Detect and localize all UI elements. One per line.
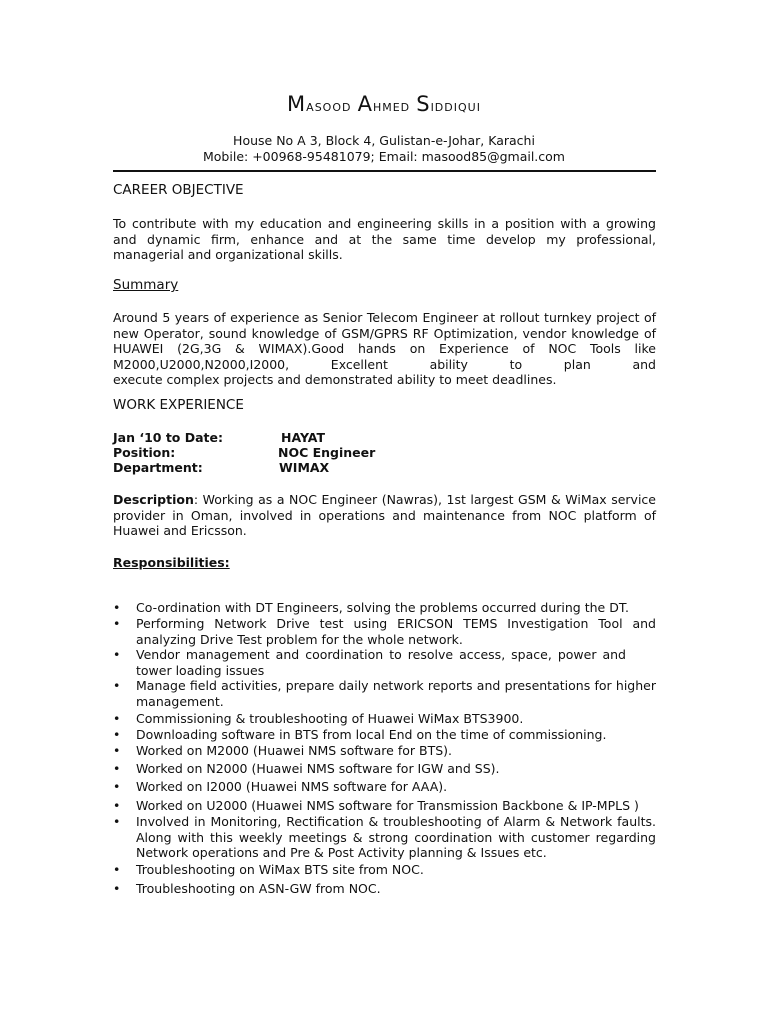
list-item-text: Vendor management and coordination to resolve access, space, power and tower loading issues: [136, 647, 626, 678]
list-item-text: Worked on M2000 (Huawei NMS software for BTS).: [136, 743, 452, 758]
name-initial: M: [287, 92, 307, 116]
bullet: •: [113, 881, 121, 896]
list-item: [113, 600, 658, 616]
work-row-position: [113, 445, 376, 460]
summary-heading: Summary: [113, 277, 179, 293]
list-item-text: Troubleshooting on WiMax BTS site from NOC.: [136, 862, 424, 877]
list-item: [113, 779, 658, 795]
bullet: •: [113, 678, 121, 693]
bullet: •: [113, 616, 121, 631]
list-item-text: Troubleshooting on ASN-GW from NOC.: [136, 881, 381, 896]
list-item: [113, 761, 658, 777]
row-value: HAYAT: [281, 430, 326, 445]
bullet: •: [113, 761, 121, 776]
bullet: •: [113, 711, 121, 726]
list-item: [113, 881, 658, 897]
bullet: •: [113, 743, 121, 758]
bullet: •: [113, 779, 121, 794]
contact-line: Mobile: +00968-95481079; Email: masood85@gmail.com: [203, 149, 565, 164]
name-initial: A: [357, 92, 373, 116]
list-item: [113, 616, 658, 647]
description-label: Description: [113, 492, 194, 507]
row-value: NOC Engineer: [278, 445, 376, 460]
summary-text-last: execute complex projects and demonstrated ability to meet deadlines.: [113, 372, 557, 387]
name-initial: S: [416, 92, 431, 116]
bullet: •: [113, 814, 121, 829]
list-item: [113, 798, 658, 814]
responsibilities-heading: Responsibilities:: [113, 555, 230, 570]
row-value: WIMAX: [279, 460, 330, 475]
header-divider: [113, 170, 656, 172]
list-item-text: Performing Network Drive test using ERICSON TEMS Investigation Tool and analyzing Drive Test problem for the whole network.: [136, 616, 656, 647]
list-item-text: Commissioning & troubleshooting of Huawei WiMax BTS3900.: [136, 711, 524, 726]
list-item-text: Worked on U2000 (Huawei NMS software for Transmission Backbone & IP-MPLS ): [136, 798, 639, 813]
job-description: [113, 492, 656, 539]
list-item-text: Worked on I2000 (Huawei NMS software for AAA).: [136, 779, 448, 794]
name-part: asood: [306, 96, 352, 115]
list-item: [113, 814, 658, 861]
list-item-text: Downloading software in BTS from local End on the time of commissioning.: [136, 727, 607, 742]
bullet: •: [113, 798, 121, 813]
bullet: •: [113, 727, 121, 742]
row-label: Position:: [113, 445, 176, 460]
list-item-text: Manage field activities, prepare daily network reports and presentations for higher management.: [136, 678, 656, 709]
list-item-text: Co-ordination with DT Engineers, solving the problems occurred during the DT.: [136, 600, 629, 615]
name-part: iddiqui: [430, 96, 481, 115]
list-item: [113, 711, 658, 727]
list-item-text: Worked on N2000 (Huawei NMS software for IGW and SS).: [136, 761, 500, 776]
list-item: [113, 862, 658, 878]
row-label: Jan ‘10 to Date:: [113, 430, 224, 445]
list-item: [113, 727, 658, 743]
work-experience-heading: WORK EXPERIENCE: [113, 397, 244, 413]
name-part: hmed: [372, 96, 411, 115]
list-item: [113, 678, 658, 709]
work-row-department: [113, 460, 330, 475]
summary-text: Around 5 years of experience as Senior Telecom Engineer at rollout turnkey project of new Operator, sound knowledge of GSM/GPRS RF Optimization, vendor knowledge of HUAWEI (2G,3G & WIMAX).Good hands on Experience of NOC Tools like M2000,U2000,N2000,I2000, Excellent ability to plan and: [113, 310, 656, 372]
bullet: •: [113, 862, 121, 877]
bullet: •: [113, 600, 121, 615]
candidate-name: [0, 92, 768, 116]
row-label: Department:: [113, 460, 203, 475]
career-objective-text: To contribute with my education and engineering skills in a position with a growing and dynamic firm, enhance and at the same time develop my professional, managerial and organizational skills.: [113, 216, 656, 262]
list-item: [113, 647, 658, 678]
list-item-text: Involved in Monitoring, Rectification & troubleshooting of Alarm & Network faults. Along with this weekly meetings & strong coordination with customer regarding Network operations and Pre & Post Activity planning & Issues etc.: [136, 814, 656, 860]
work-row-date: [113, 430, 326, 445]
description-text: : Working as a NOC Engineer (Nawras), 1st largest GSM & WiMax service provider in Oman, involved in operations and maintenance from NOC platform of Huawei and Ericsson.: [113, 492, 656, 538]
career-objective-heading: CAREER OBJECTIVE: [113, 182, 244, 198]
bullet: •: [113, 647, 121, 662]
list-item: [113, 743, 658, 759]
address-line: House No A 3, Block 4, Gulistan-e-Johar, Karachi: [233, 133, 535, 148]
